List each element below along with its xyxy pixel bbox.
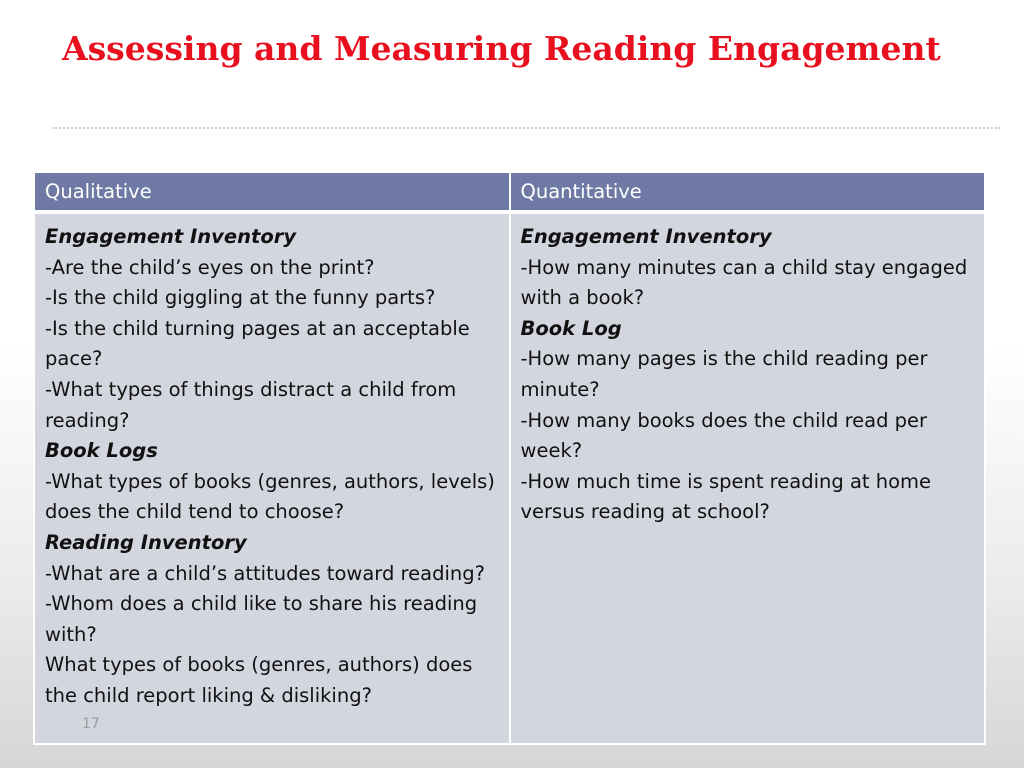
section-heading: Book Log: [520, 316, 622, 340]
list-item: -Whom does a child like to share his reading with?: [45, 592, 478, 646]
list-item: -What types of books (genres, authors, levels) does the child tend to choose?: [45, 469, 495, 524]
qualitative-cell: [34, 212, 510, 744]
list-item: -What types of things distract a child from reading?: [45, 377, 457, 432]
section-heading: Book Logs: [45, 439, 158, 463]
slide-title: Assessing and Measuring Reading Engagement: [62, 29, 941, 68]
assessment-table: [33, 171, 986, 745]
list-item: -How much time is spent reading at home versus reading at school?: [520, 469, 932, 524]
page-number: 17: [82, 716, 100, 732]
table-row: [34, 212, 985, 744]
section-heading: Engagement Inventory: [520, 225, 772, 248]
list-item: -Are the child’s eyes on the print?: [45, 255, 375, 279]
column-header-quantitative: Quantitative: [510, 172, 986, 212]
list-item: -How many pages is the child reading per minute?: [520, 347, 928, 401]
list-item: -Is the child turning pages at an acceptable pace?: [45, 316, 470, 371]
list-item: -How many books does the child read per week?: [520, 408, 928, 463]
list-item: -Is the child giggling at the funny parts?: [45, 286, 436, 310]
list-item: -How many minutes can a child stay engaged with a book?: [520, 255, 968, 310]
list-item: What types of books (genres, authors) does the child report liking & disliking?: [45, 653, 473, 707]
table-header-row: [34, 172, 985, 212]
column-header-qualitative: Qualitative: [34, 172, 510, 212]
section-heading: Engagement Inventory: [45, 225, 297, 248]
section-heading: Reading Inventory: [45, 530, 247, 554]
quantitative-cell: [510, 212, 986, 744]
list-item: -What are a child’s attitudes toward reading?: [45, 561, 485, 585]
title-divider: [52, 127, 1000, 129]
